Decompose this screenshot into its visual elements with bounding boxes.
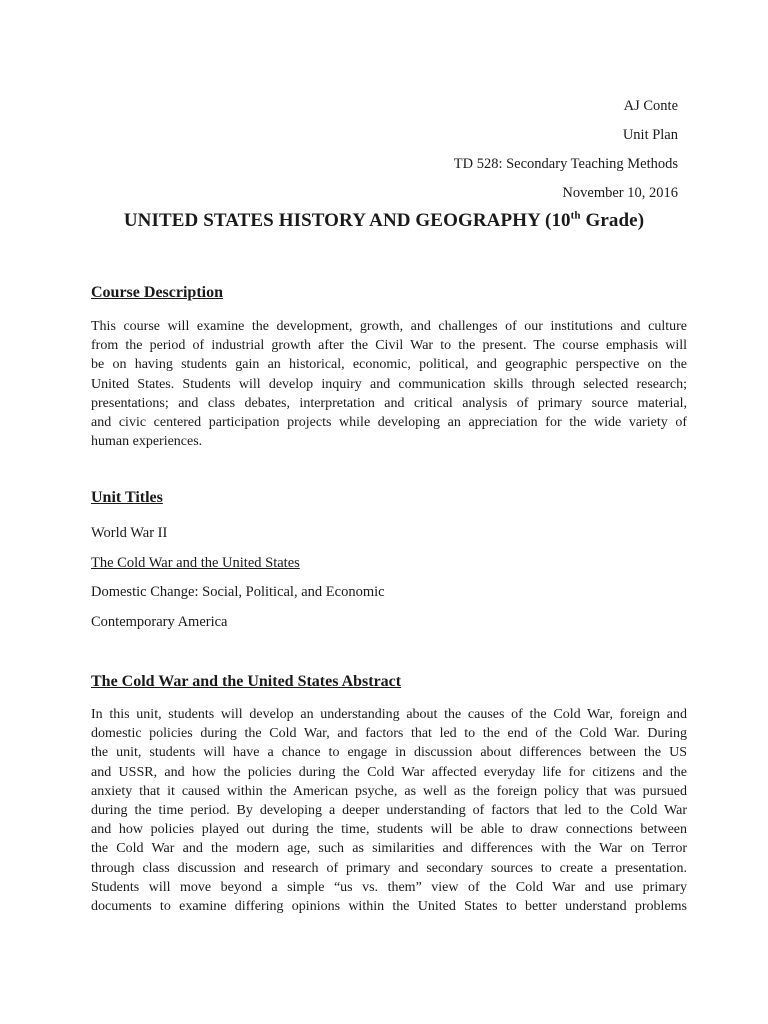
title-main: UNITED STATES HISTORY AND GEOGRAPHY (10 <box>123 210 571 231</box>
course-description-paragraph <box>91 317 687 451</box>
document-date: November 10, 2016 <box>562 185 678 201</box>
document-type: Unit Plan <box>622 127 678 143</box>
paragraph-line: domestic policies during the Cold War, and factors that led to the end of the Cold War. During <box>91 726 687 742</box>
abstract-paragraph <box>91 705 687 916</box>
paragraph-line: human experiences. <box>91 434 203 450</box>
paragraph-line: and USSR, and how the policies during the Cold War affected everyday life for citizens and the <box>91 764 687 780</box>
paragraph-line: through class discussion and research of primary and secondary sources to create a presentation. <box>91 860 687 876</box>
course-name: TD 528: Secondary Teaching Methods <box>453 156 678 172</box>
paragraph-line: and how policies played out during the time, students will be able to draw connections between <box>91 822 687 838</box>
paragraph-line: the Cold War and the modern age, such as similarities and differences with the War on Terror <box>91 841 687 857</box>
paragraph-line: This course will examine the development, growth, and challenges of our institutions and culture <box>91 319 687 334</box>
course-description-heading: Course Description <box>91 284 223 301</box>
paragraph-line: United States. Students will develop inquiry and communication skills through selected research; <box>91 376 687 392</box>
paragraph-line: the unit, students will have a chance to engage in discussion about differences between the US <box>91 745 687 761</box>
paragraph-line: anxiety that it caused within the American psyche, as well as the foreign policy that was pursued <box>91 783 687 799</box>
unit-title-item: World War II <box>91 525 168 541</box>
unit-title-link[interactable]: The Cold War and the United States <box>91 554 300 571</box>
unit-titles-list <box>91 519 385 637</box>
author-name: AJ Conte <box>623 98 678 114</box>
unit-title-item: Domestic Change: Social, Political, and Economic <box>91 584 385 601</box>
paragraph-line: during the time period. By developing a deeper understanding of factors that led to the Cold War <box>91 803 687 819</box>
paragraph-line: presentations; and class debates, interpretation and critical analysis of primary source material, <box>91 395 687 411</box>
paragraph-line: Students will move beyond a simple “us vs. them” view of the Cold War and use primary <box>91 879 687 895</box>
unit-title-item: Contemporary America <box>91 613 228 630</box>
paragraph-line: from the period of industrial growth after the Civil War to the present. The course emphasis will <box>91 338 687 354</box>
header-block <box>454 92 678 208</box>
abstract-heading: The Cold War and the United States Abstract <box>91 673 402 690</box>
unit-titles-heading: Unit Titles <box>91 489 163 506</box>
paragraph-line: documents to examine differing opinions within the United States to better understand problems <box>91 899 687 915</box>
paragraph-line: In this unit, students will develop an understanding about the causes of the Cold War, foreign and <box>91 707 687 722</box>
title-superscript: th <box>570 209 581 222</box>
paragraph-line: and civic centered participation projects while developing an appreciation for the wide variety of <box>91 415 687 431</box>
document-title <box>0 210 768 232</box>
title-suffix: Grade) <box>580 210 645 231</box>
paragraph-line: be on having students gain an historical, economic, political, and geographic perspective on the <box>91 357 687 373</box>
